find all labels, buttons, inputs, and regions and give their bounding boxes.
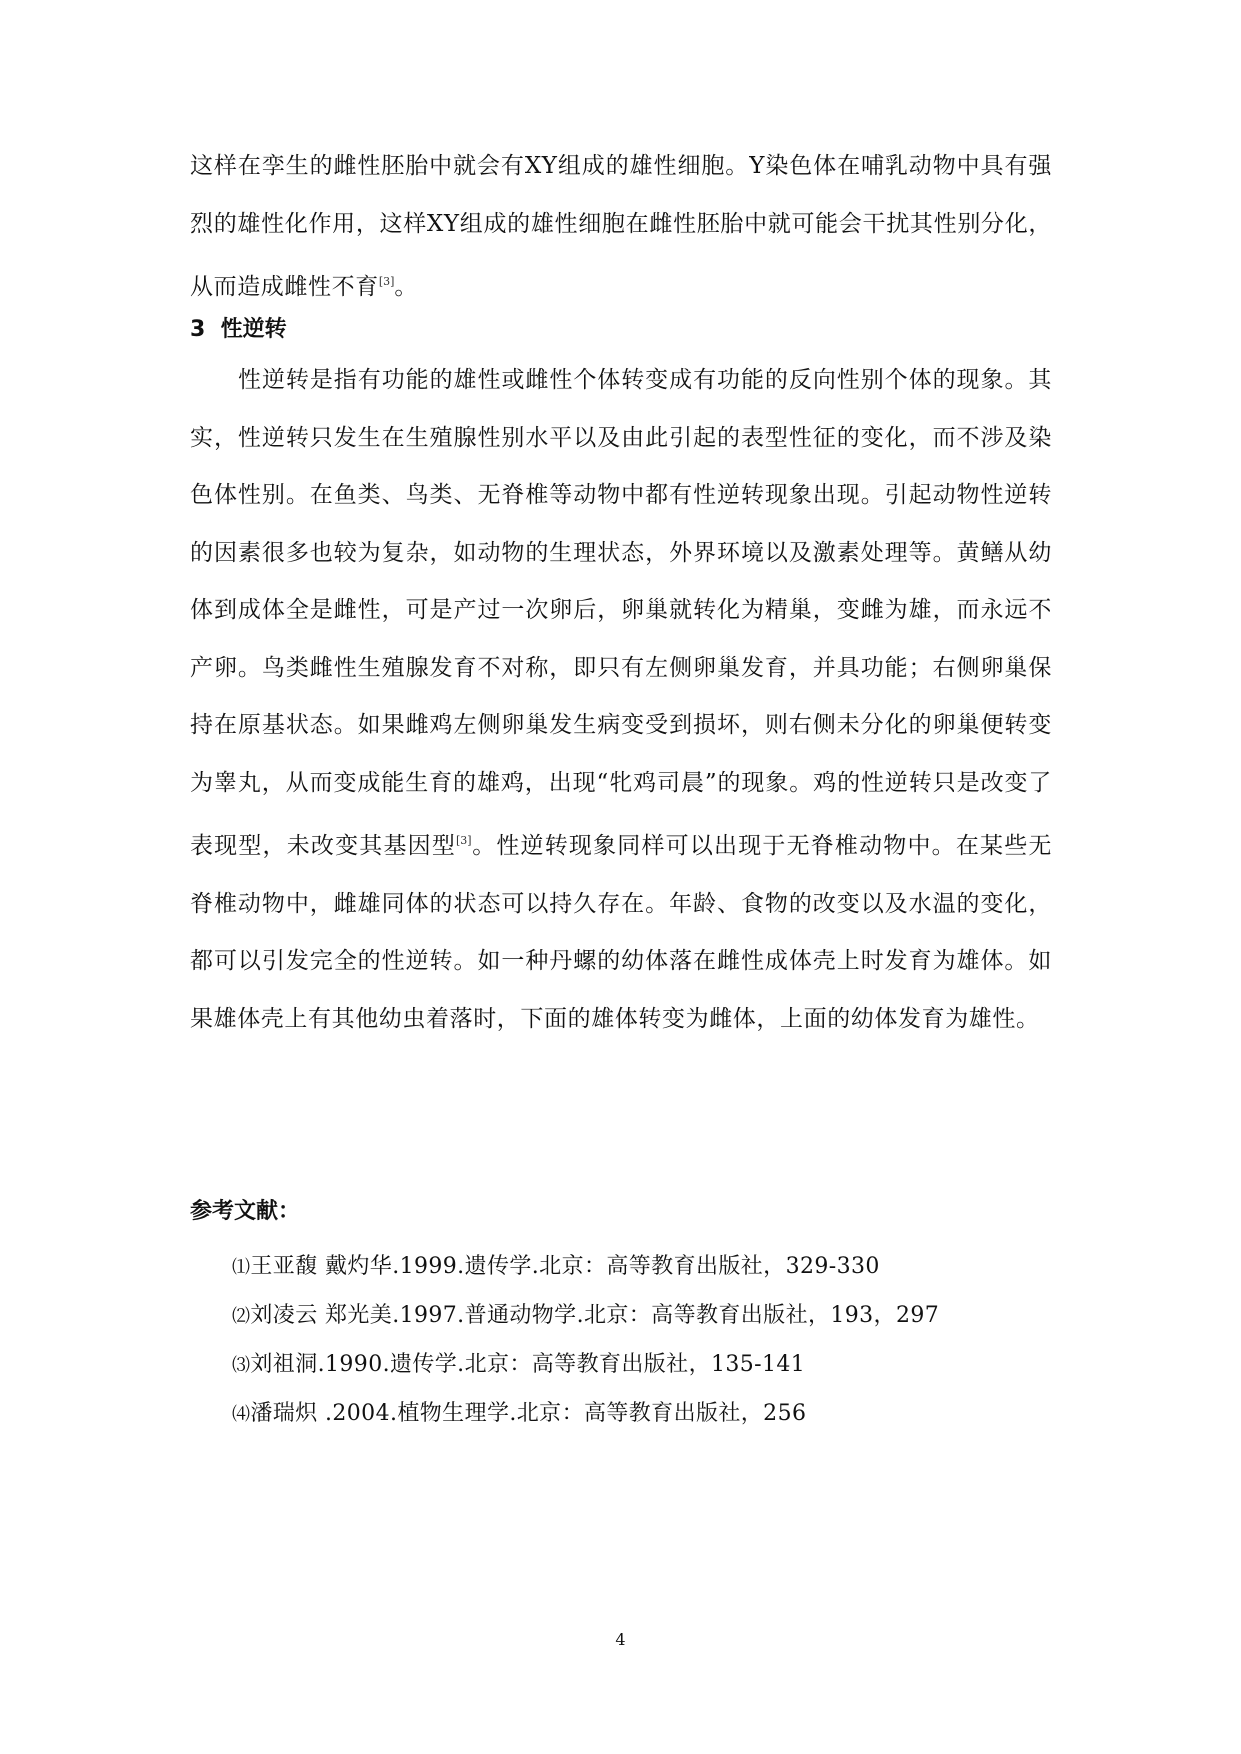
reference-number: ⑴	[232, 1257, 251, 1278]
section-number: 3	[190, 317, 206, 342]
references-list	[232, 1243, 939, 1439]
paragraph-continued	[190, 138, 1052, 317]
paragraph-text: 这样在孪生的雌性胚胎中就会有XY组成的雄性细胞。Y染色体在哺乳动物中具有强烈的雄性化作用，这样XY组成的雄性细胞在雌性胚胎中就可能会干扰其性别分化，从而造成雌性不育	[190, 153, 1052, 300]
reference-text: 刘祖洞.1990.遗传学.北京：高等教育出版社，135-141	[250, 1352, 806, 1377]
reference-text: 刘凌云 郑光美.1997.普通动物学.北京：高等教育出版社，193，297	[250, 1303, 940, 1328]
reference-item	[232, 1341, 939, 1390]
reference-number: ⑷	[232, 1404, 251, 1425]
reference-text: 王亚馥 戴灼华.1999.遗传学.北京：高等教育出版社，329-330	[250, 1254, 880, 1279]
paragraph-text-b: 。性逆转现象同样可以出现于无脊椎动物中。在某些无脊椎动物中，雌雄同体的状态可以持久存在。年龄、食物的改变以及水温的变化，都可以引发完全的性逆转。如一种丹螺的幼体落在雌性成体壳上时发育为雄体。如果雄体壳上有其他幼虫着落时，下面的雄体转变为雌体，上面的幼体发育为雄性。	[190, 833, 1052, 1032]
reference-item	[232, 1292, 939, 1341]
paragraph-end: 。	[394, 274, 419, 300]
page-number: 4	[615, 1630, 626, 1649]
citation-marker: [3]	[456, 834, 472, 847]
citation-marker: [3]	[378, 275, 395, 288]
reference-item	[232, 1390, 939, 1439]
paragraph-text-a: 性逆转是指有功能的雄性或雌性个体转变成有功能的反向性别个体的现象。其实，性逆转只发生在生殖腺性别水平以及由此引起的表型性征的变化，而不涉及染色体性别。在鱼类、鸟类、无脊椎等动物中都有性逆转现象出现。引起动物性逆转的因素很多也较为复杂，如动物的生理状态，外界环境以及激素处理等。黄鳝从幼体到成体全是雌性，可是产过一次卵后，卵巢就转化为精巢，变雌为雄，而永远不产卵。鸟类雌性生殖腺发育不对称，即只有左侧卵巢发育，并具功能；右侧卵巢保持在原基状态。如果雌鸡左侧卵巢发生病变受到损坏，则右侧未分化的卵巢便转变为睾丸，从而变成能生育的雄鸡，出现“牝鸡司晨”的现象。鸡的性逆转只是改变了表现型，未改变其基因型	[190, 367, 1052, 859]
reference-item	[232, 1243, 939, 1292]
reference-number: ⑵	[232, 1306, 251, 1327]
reference-number: ⑶	[232, 1355, 251, 1376]
reference-text: 潘瑞炽 .2004.植物生理学.北京：高等教育出版社，256	[250, 1401, 807, 1426]
section-heading	[190, 312, 287, 343]
section-title: 性逆转	[220, 317, 287, 342]
references-title: 参考文献：	[190, 1199, 301, 1224]
paragraph-sex-reversal	[190, 352, 1052, 1048]
